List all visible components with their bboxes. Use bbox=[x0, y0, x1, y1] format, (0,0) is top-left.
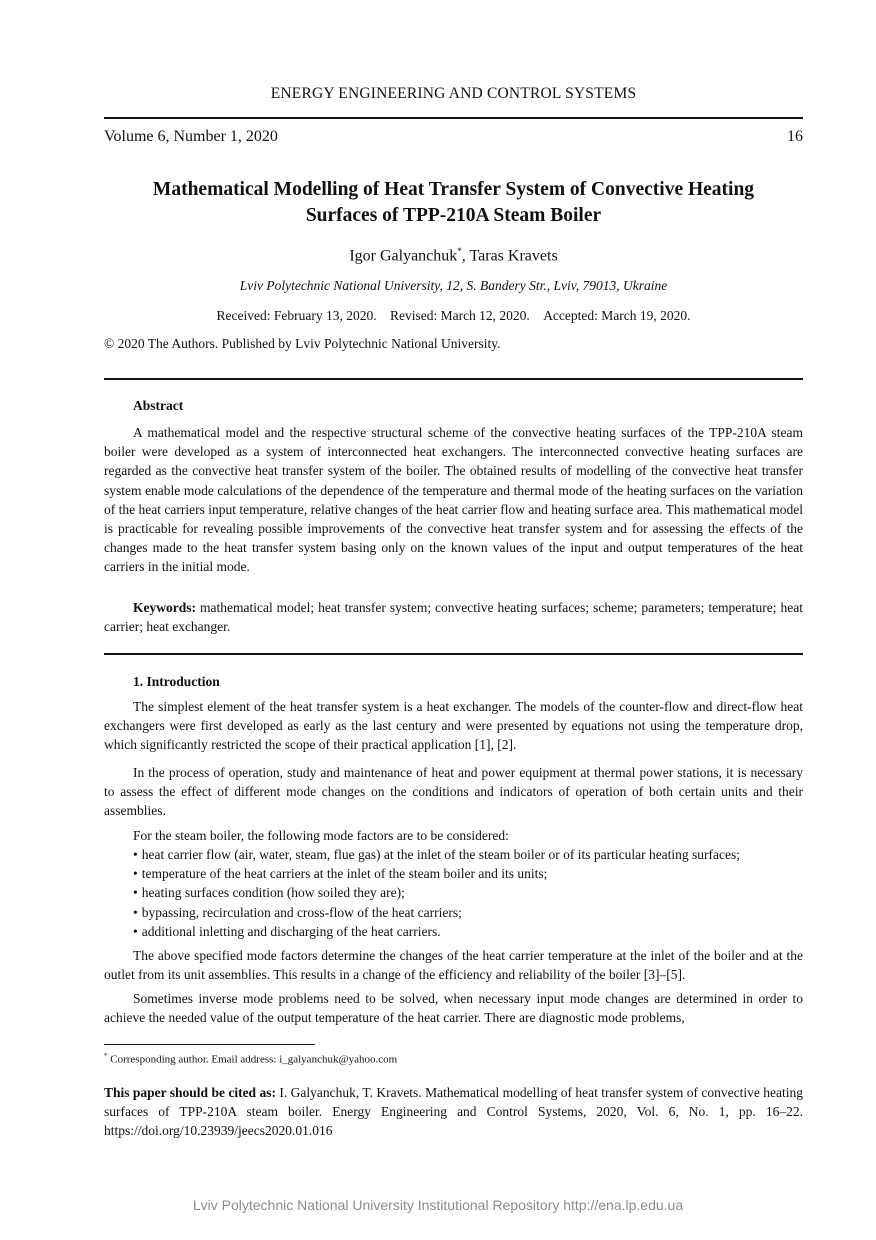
citation-text: I. Galyanchuk, T. Kravets. Mathematical modelling of heat transfer system of convective heating surfaces of TPP-210A steam boiler. Energy Engineering and Control Systems, 2020, Vol. 6, No. 1, pp. 16–22. https://doi.org/10.23939/jeecs2020.01.016 bbox=[104, 1085, 803, 1139]
footnote bbox=[104, 1052, 397, 1066]
author-mark: * bbox=[457, 246, 462, 256]
title-line-2: Surfaces of TPP-210A Steam Boiler bbox=[305, 205, 602, 226]
list-item: • additional inletting and discharging of the heat carriers. bbox=[133, 922, 803, 941]
title-line-1: Mathematical Modelling of Heat Transfer System of Convective Heating bbox=[152, 179, 755, 200]
affiliation: Lviv Polytechnic National University, 12, S. Bandery Str., Lviv, 79013, Ukraine bbox=[239, 278, 668, 293]
footnote-rule bbox=[104, 1044, 315, 1045]
introduction-heading: 1. Introduction bbox=[133, 674, 220, 689]
citation bbox=[104, 1083, 803, 1141]
list-item: • heat carrier flow (air, water, steam, flue gas) at the inlet of the steam boiler or of its particular heating surfaces; bbox=[133, 845, 803, 864]
abstract-text: A mathematical model and the respective structural scheme of the convective heating surfaces of the TPP-210A steam boiler were developed as a system of interconnected heat exchangers. The interconnected convective heating surfaces are regarded as the convective heat transfer system of the boiler. The obtained results of modelling of the convective heat transfer system enable mode calculations of the dependence of the temperature and thermal mode of the heating surfaces on the variation of the heat carriers input temperature, relative changes of the heat carrier flow and heating surface area. This mathematical model is practicable for revealing possible improvements of the convective heat transfer system and for assessing the effects of the changes made to the heat transfer system basing only on the known values of the input and output temperatures of the heat carriers in the initial mode. bbox=[104, 425, 803, 575]
intro-paragraph-4: The above specified mode factors determine the changes of the heat carrier temperature at the inlet of the boiler and at the outlet from its unit assemblies. This results in a change of the efficiency and reliability of the boiler [3]–[5]. bbox=[104, 948, 803, 983]
keywords-label: Keywords: bbox=[133, 600, 196, 615]
citation-label: This paper should be cited as: bbox=[104, 1085, 276, 1100]
mode-factors-list bbox=[133, 845, 803, 941]
volume-line bbox=[104, 128, 803, 146]
received-date: Received: February 13, 2020. bbox=[216, 308, 377, 323]
repository-footer: Lviv Polytechnic National University Institutional Repository http://ena.lp.edu.ua bbox=[192, 1197, 684, 1213]
intro-paragraph-5: Sometimes inverse mode problems need to be solved, when necessary input mode changes are determined in order to achieve the needed value of the output temperature of the heat carrier. There are diagnostic mode problems, bbox=[104, 991, 803, 1026]
list-item: • temperature of the heat carriers at the inlet of the steam boiler and its units; bbox=[133, 864, 803, 883]
dates bbox=[104, 308, 803, 324]
article-title bbox=[104, 177, 803, 229]
author-2: , Taras Kravets bbox=[461, 247, 558, 265]
accepted-date: Accepted: March 19, 2020. bbox=[543, 308, 691, 323]
keywords-text: mathematical model; heat transfer system; convective heating surfaces; scheme; parameters; temperature; heat carrier; heat exchanger. bbox=[104, 600, 803, 635]
abstract-heading: Abstract bbox=[133, 398, 184, 413]
intro-paragraph-2: In the process of operation, study and maintenance of heat and power equipment at thermal power stations, it is necessary to assess the effect of different mode changes on the conditions and indicators of operation of both certain units and their assemblies. bbox=[104, 765, 803, 819]
footnote-text: Corresponding author. Email address: i_galyanchuk@yahoo.com bbox=[107, 1053, 398, 1066]
abstract-top-rule bbox=[104, 378, 803, 380]
authors bbox=[104, 246, 803, 265]
revised-date: Revised: March 12, 2020. bbox=[389, 308, 530, 323]
intro-paragraph-3: For the steam boiler, the following mode factors are to be considered: bbox=[133, 828, 509, 843]
copyright: © 2020 The Authors. Published by Lviv Polytechnic National University. bbox=[104, 336, 501, 351]
intro-paragraph-1: The simplest element of the heat transfer system is a heat exchanger. The models of the counter-flow and direct-flow heat exchangers were first developed as early as the last century and were presented by equations not using the temperature drop, which significantly restricted the scope of their practical application [1], [2]. bbox=[104, 699, 803, 753]
abstract-bottom-rule bbox=[104, 653, 803, 655]
header-rule bbox=[104, 117, 803, 119]
author-1: Igor Galyanchuk bbox=[349, 247, 458, 265]
list-item: • heating surfaces condition (how soiled they are); bbox=[133, 883, 803, 902]
page-number: 16 bbox=[787, 128, 803, 145]
volume-info: Volume 6, Number 1, 2020 bbox=[104, 128, 278, 145]
journal-name: ENERGY ENGINEERING AND CONTROL SYSTEMS bbox=[270, 85, 637, 102]
keywords bbox=[104, 598, 803, 636]
footnote-mark: * bbox=[104, 1052, 108, 1060]
list-item: • bypassing, recirculation and cross-flow of the heat carriers; bbox=[133, 903, 803, 922]
